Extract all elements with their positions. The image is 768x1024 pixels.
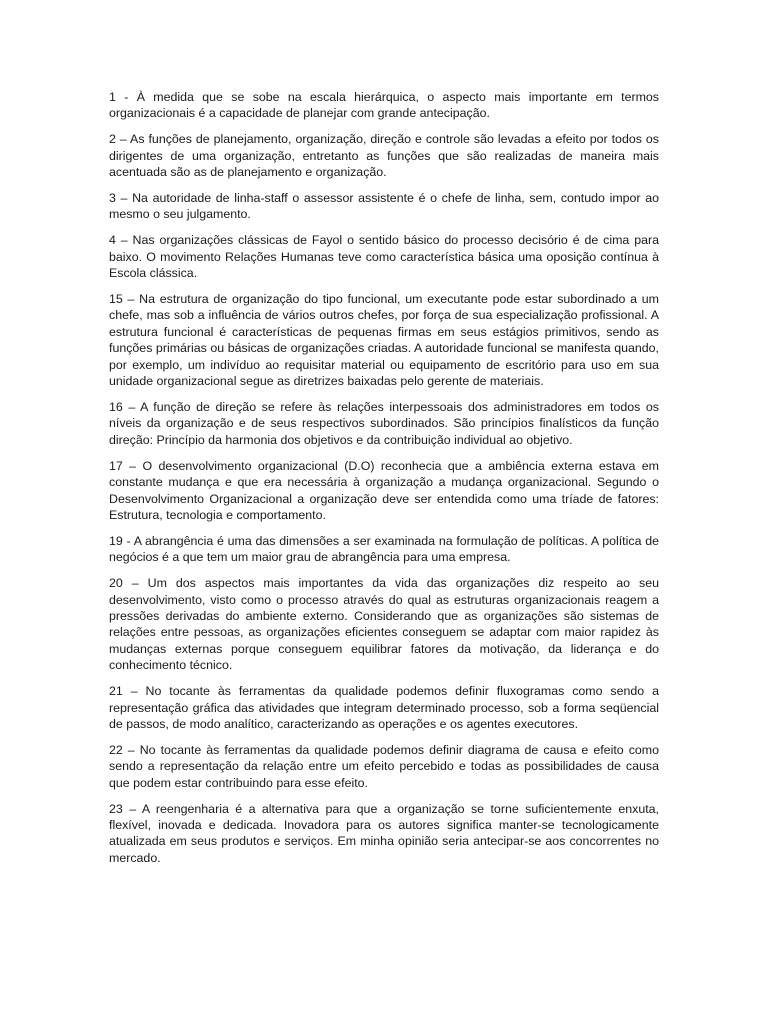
paragraph-item-1: 1 - À medida que se sobe na escala hierárquica, o aspecto mais importante em termos organizacionais é a capacidade de planejar com grande antecipação. bbox=[109, 90, 659, 121]
paragraph-item-20: 20 – Um dos aspectos mais importantes da vida das organizações diz respeito ao seu desenvolvimento, visto como o processo através do qual as estruturas organizacionais reagem a pressões derivadas do ambiente externo. Considerando que as organizações são sistemas de relações entre pessoas, as organizações eficientes conseguem se adaptar com maior rapidez às mudanças externas porque conseguem equilibrar fatores da motivação, da liderança e do conhecimento técnico. bbox=[109, 576, 659, 673]
paragraph-item-21: 21 – No tocante às ferramentas da qualidade podemos definir fluxogramas como sendo a representação gráfica das atividades que integram determinado processo, sob a forma seqüencial de passos, de modo analítico, caracterizando as operações e os agentes executores. bbox=[109, 684, 659, 731]
paragraph-item-2: 2 – As funções de planejamento, organização, direção e controle são levadas a efeito por todos os dirigentes de uma organização, entretanto as funções que são realizadas de maneira mais acentuada são as de planejamento e organização. bbox=[109, 132, 659, 180]
paragraph-item-16: 16 – A função de direção se refere às relações interpessoais dos administradores em todos os níveis da organização e de seus respectivos subordinados. São princípios finalísticos da função direção: Princípio da harmonia dos objetivos e da contribuição individual ao objetivo. bbox=[109, 400, 659, 447]
paragraph-item-19: 19 - A abrangência é uma das dimensões a ser examinada na formulação de políticas. A política de negócios é a que tem um maior grau de abrangência para uma empresa. bbox=[109, 533, 659, 565]
document-page bbox=[109, 89, 659, 876]
paragraph-item-22: 22 – No tocante às ferramentas da qualidade podemos definir diagrama de causa e efeito como sendo a representação da relação entre um efeito percebido e todas as possibilidades de causa que podem estar contribuindo para esse efeito. bbox=[109, 742, 659, 790]
paragraph-item-3: 3 – Na autoridade de linha-staff o assessor assistente é o chefe de linha, sem, contudo impor ao mesmo o seu julgamento. bbox=[109, 191, 659, 222]
paragraph-item-17: 17 – O desenvolvimento organizacional (D.O) reconhecia que a ambiência externa estava em constante mudança e que era necessária à organização a mudança organizacional. Segundo o Desenvolvimento Organizacional a organização deve ser entendida como uma tríade de fatores: Estrutura, tecnologia e comportamento. bbox=[109, 458, 659, 522]
paragraph-item-23: 23 – A reengenharia é a alternativa para que a organização se torne suficientemente enxuta, flexível, inovada e dedicada. Inovadora para os autores significa manter-se tecnologicamente atualizada em seus produtos e serviços. Em minha opinião seria antecipar-se aos concorrentes no mercado. bbox=[109, 801, 659, 865]
paragraph-item-15: 15 – Na estrutura de organização do tipo funcional, um executante pode estar subordinado a um chefe, mas sob a influência de vários outros chefes, por força de sua especialização profissional. A estrutura funcional é características de pequenas firmas em seus estágios primitivos, sendo as funções primárias ou básicas de organizações criadas. A autoridade funcional se manifesta quando, por exemplo, um indivíduo ao requisitar material ou equipamento de escritório para uso em sua unidade organizacional segue as diretrizes baixadas pelo gerente de materiais. bbox=[109, 292, 659, 389]
paragraph-item-4: 4 – Nas organizações clássicas de Fayol o sentido básico do processo decisório é de cima para baixo. O movimento Relações Humanas teve como característica básica uma oposição contínua à Escola clássica. bbox=[109, 233, 659, 281]
